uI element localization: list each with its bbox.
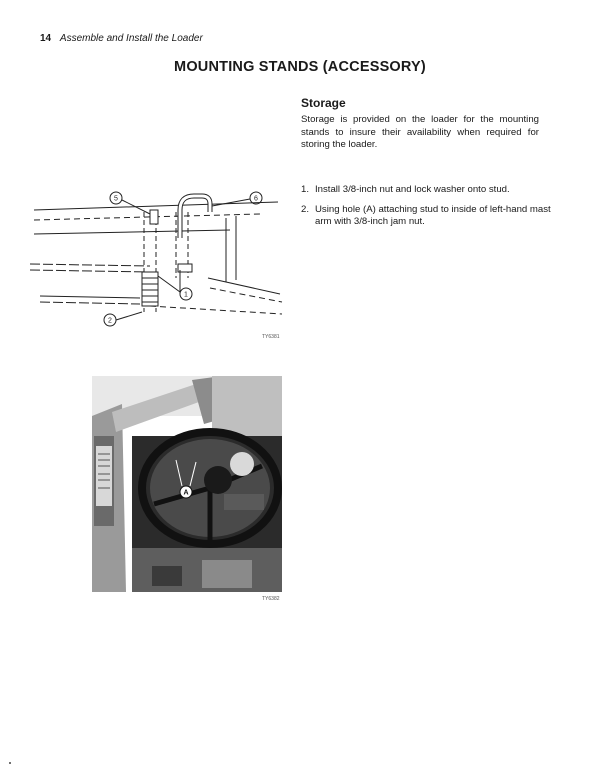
tractor-photo [92, 376, 282, 592]
step-text: Install 3/8-inch nut and lock washer onto stud. [315, 184, 510, 195]
section-title: Assemble and Install the Loader [59, 33, 203, 44]
storage-heading: Storage [301, 96, 346, 110]
scan-speck [9, 762, 11, 764]
step-item [301, 204, 551, 229]
figure1-code: TY6381 [262, 334, 280, 340]
step-item [301, 184, 551, 197]
callout-a: A [183, 489, 189, 497]
instruction-steps [301, 184, 551, 236]
step-text: Using hole (A) attaching stud to inside of left-hand mast arm with 3/8-inch jam nut. [315, 203, 551, 227]
callout-6: 6 [254, 195, 258, 203]
page-title: MOUNTING STANDS (ACCESSORY) [174, 59, 426, 75]
figure2-code: TY6382 [262, 596, 280, 602]
mounting-stand-diagram [30, 182, 288, 330]
page-number: 14 [40, 33, 52, 44]
callout-5: 5 [114, 195, 118, 203]
storage-paragraph: Storage is provided on the loader for the mounting stands to insure their availability when required for storing the loader. [301, 114, 539, 150]
step-number: 1. [301, 184, 310, 195]
callout-2: 2 [108, 317, 112, 325]
step-number: 2. [301, 203, 310, 215]
page-header [40, 33, 203, 44]
callout-1: 1 [184, 291, 188, 299]
